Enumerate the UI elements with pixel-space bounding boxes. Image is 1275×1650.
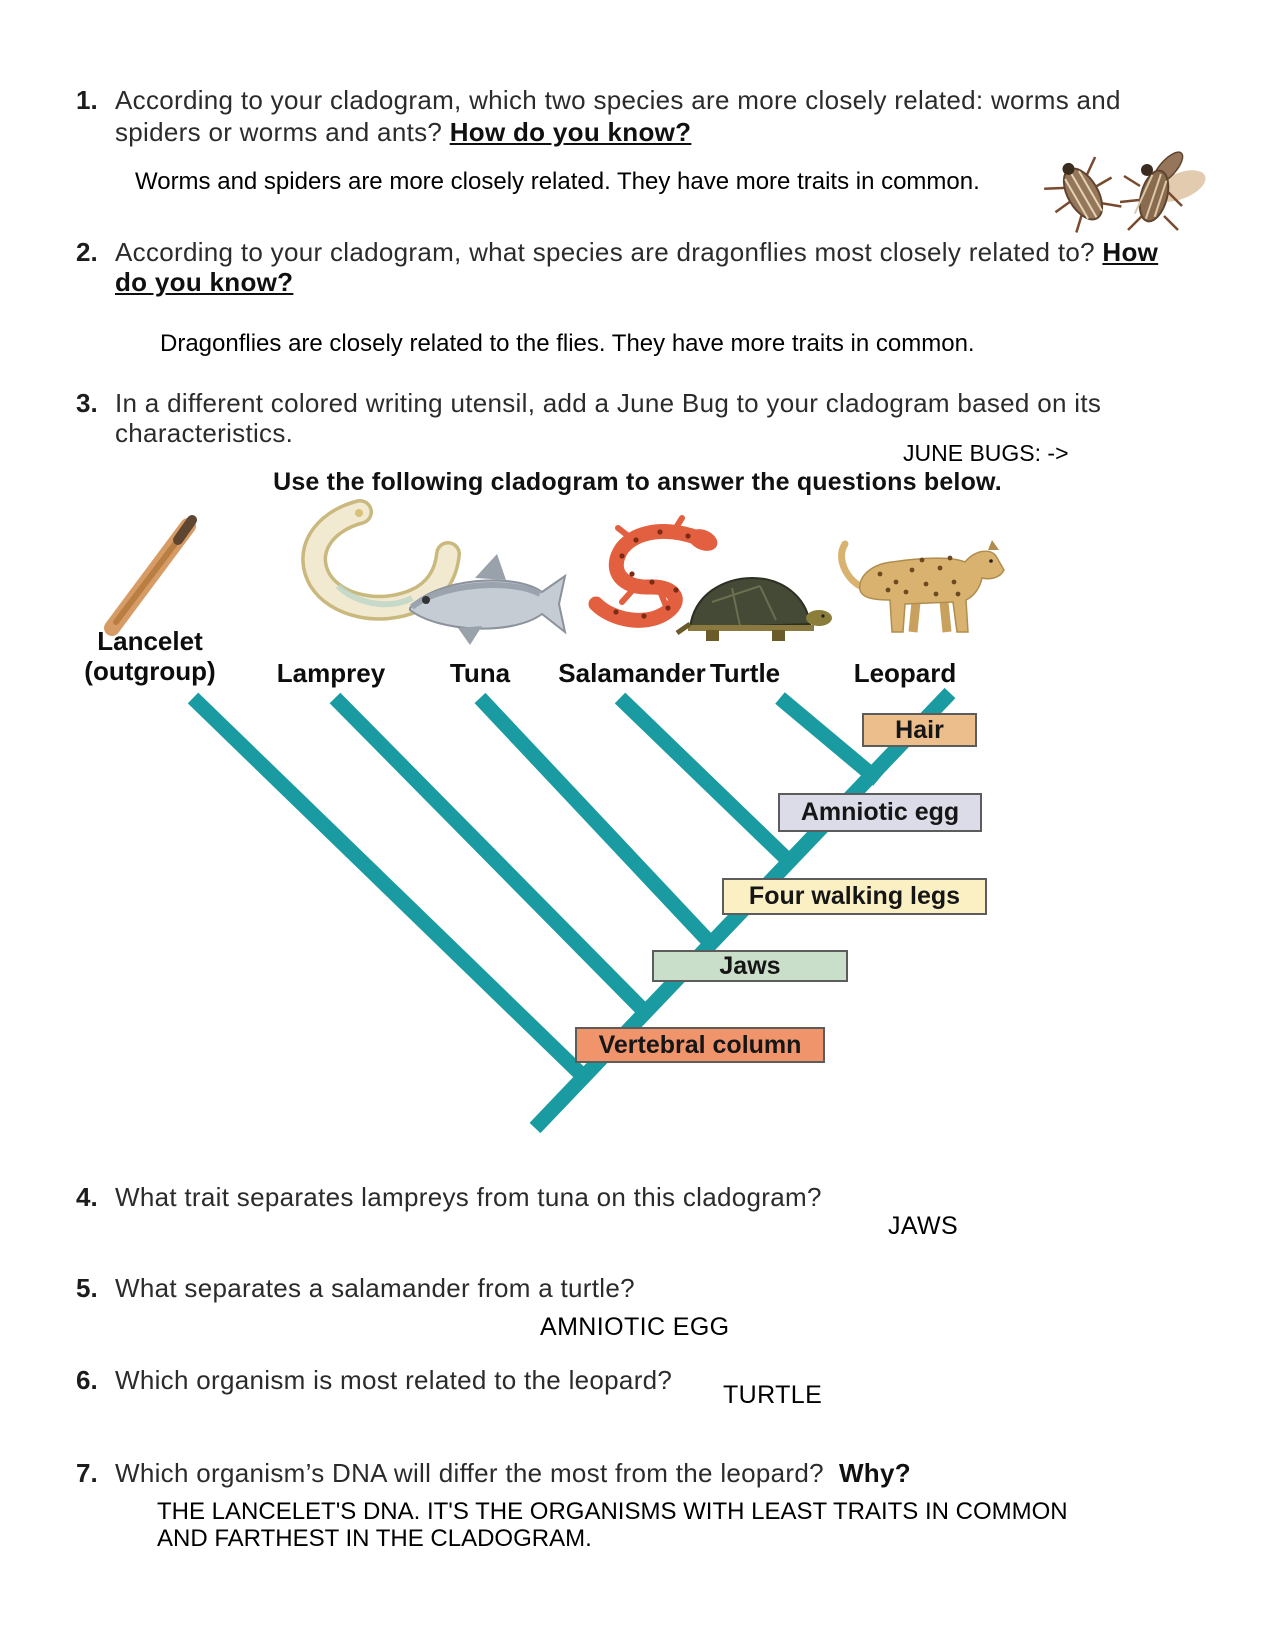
question-5-text: What separates a salamander from a turtle?: [115, 1273, 635, 1303]
taxon-label-tuna: Tuna: [449, 658, 511, 688]
taxon-label-lamprey: Lamprey: [276, 658, 386, 688]
question-2-line2: [115, 267, 293, 298]
june-bug-left-icon: [1037, 147, 1127, 236]
june-bugs-note: JUNE BUGS: ->: [903, 440, 1069, 466]
question-1-emphasis: How do you know?: [449, 117, 692, 147]
question-5-number: 5.: [76, 1273, 98, 1303]
answer-7-line1: THE LANCELET'S DNA. IT'S THE ORGANISMS WITH LEAST TRAITS IN COMMON: [157, 1498, 1068, 1525]
trait-box-amniotic-egg: Amniotic egg: [778, 793, 982, 832]
taxon-label-leopard: Leopard: [853, 658, 957, 688]
question-4-number: 4.: [76, 1182, 98, 1212]
answer-5: AMNIOTIC EGG: [540, 1313, 730, 1341]
trait-box-vertebral-column: Vertebral column: [575, 1027, 825, 1063]
leopard-image: [842, 540, 1004, 632]
question-2-line1: According to your cladogram, what species are dragonflies most closely related to? How: [115, 237, 1159, 267]
question-3-number: 3.: [76, 388, 98, 418]
answer-2: Dragonflies are closely related to the flies. They have more traits in common.: [160, 330, 975, 357]
question-3-line2: characteristics.: [115, 418, 294, 448]
question-7-number: 7.: [76, 1458, 98, 1488]
cladogram-branch-lamprey: [335, 698, 649, 1016]
cladogram-figure: [60, 490, 1070, 1150]
trait-box-four-walking-legs: Four walking legs: [722, 878, 987, 915]
lancelet-image: [112, 520, 192, 628]
taxon-label-turtle: Turtle: [709, 658, 781, 688]
cladogram-branch-salamander: [620, 698, 794, 866]
taxon-label-salamander: Salamander: [558, 658, 706, 688]
trait-box-jaws: Jaws: [652, 950, 848, 982]
question-4-text: What trait separates lampreys from tuna on this cladogram?: [115, 1182, 822, 1212]
question-1-number: 1.: [76, 85, 98, 115]
answer-7-line2: AND FARTHEST IN THE CLADOGRAM.: [157, 1525, 592, 1552]
question-2-emphasis-end: do you know?: [115, 267, 294, 297]
answer-6: TURTLE: [723, 1381, 823, 1409]
question-1-line1: According to your cladogram, which two species are more closely related: worms and: [115, 85, 1121, 115]
taxon-label-lancelet: Lancelet (outgroup): [84, 626, 216, 686]
question-7-text: Which organism’s DNA will differ the most from the leopard? Why?: [115, 1458, 911, 1488]
cladogram-section-heading: Use the following cladogram to answer the questions below.: [273, 468, 1002, 496]
question-6-text: Which organism is most related to the leopard?: [115, 1365, 673, 1395]
june-bug-photo: [1028, 128, 1216, 252]
june-bug-illustration: [1028, 128, 1216, 252]
question-7-emphasis: Why?: [838, 1458, 911, 1488]
turtle-image: [677, 578, 832, 641]
june-bug-right-icon: [1120, 148, 1210, 230]
trait-box-hair: Hair: [862, 713, 977, 747]
answer-1: Worms and spiders are more closely related. They have more traits in common.: [135, 168, 980, 195]
answer-4: JAWS: [888, 1212, 959, 1240]
question-6-number: 6.: [76, 1365, 98, 1395]
lamprey-image: [314, 509, 448, 608]
question-2-emphasis-start: How: [1102, 237, 1159, 267]
question-2-number: 2.: [76, 237, 98, 267]
cladogram-branch-tuna: [480, 698, 715, 948]
question-3-line1: In a different colored writing utensil, add a June Bug to your cladogram based on its: [115, 388, 1102, 418]
question-1-line2: spiders or worms and ants? How do you know?: [115, 117, 692, 147]
